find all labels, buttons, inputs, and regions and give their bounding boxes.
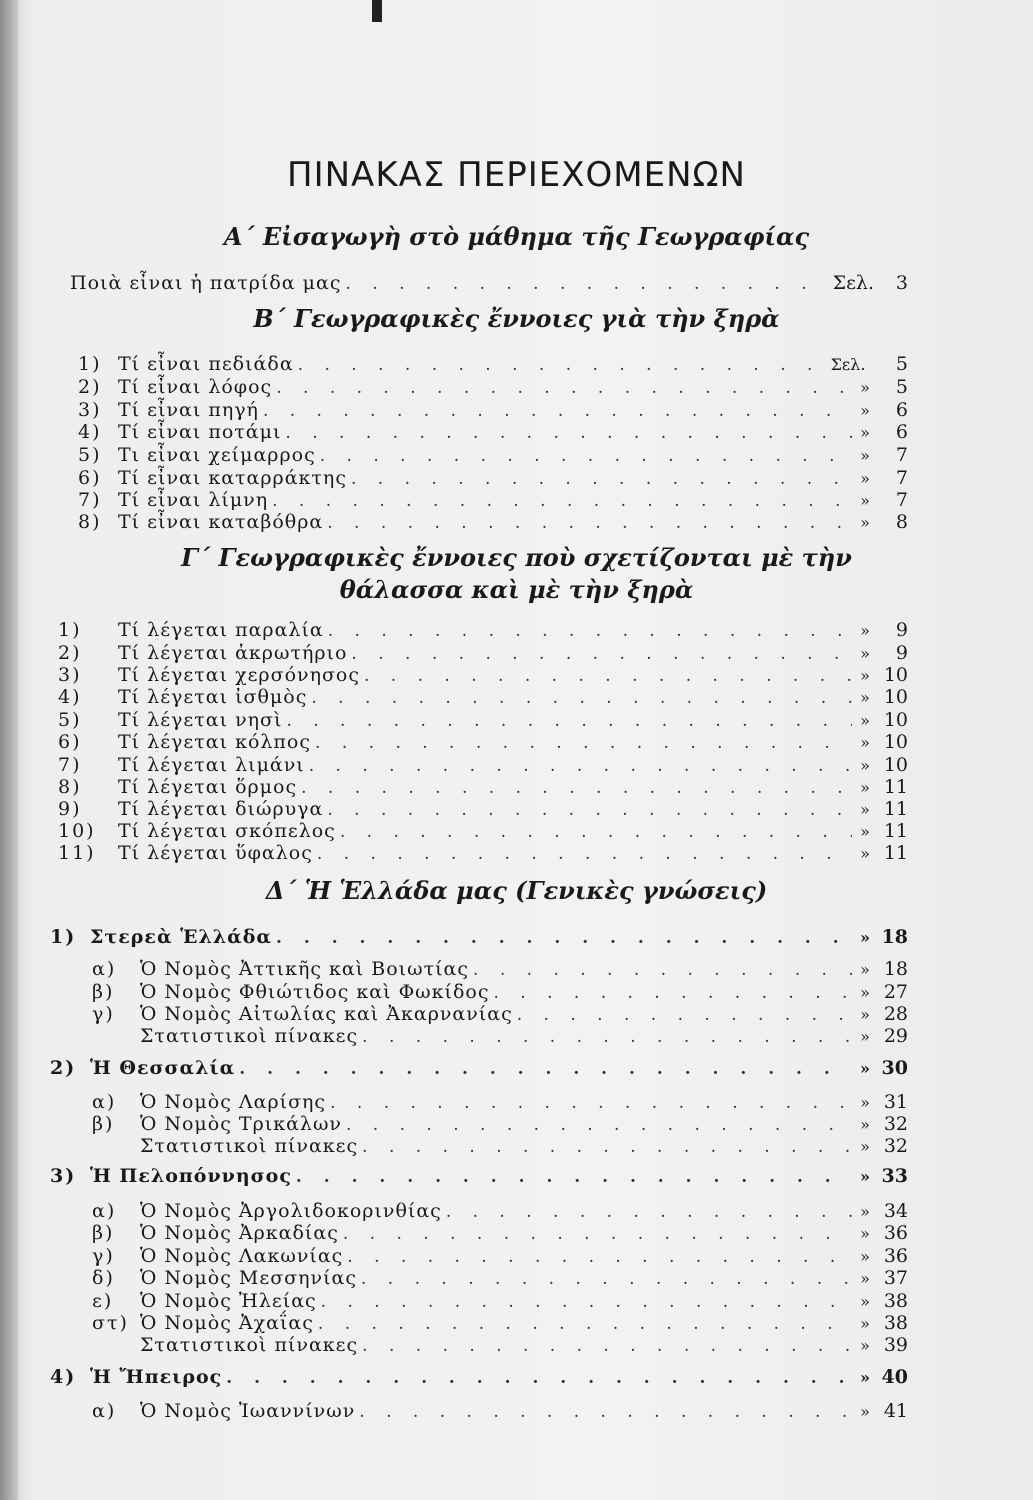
entry-number: 2): [78, 376, 102, 398]
dot-leader: [362, 1136, 852, 1158]
page-number: 8: [895, 511, 908, 533]
page-abbrev: »: [860, 800, 870, 819]
entry-number: 5): [78, 444, 102, 466]
page-number: 34: [883, 1200, 908, 1222]
entry-number: ε): [92, 1290, 114, 1312]
entry-number: 4): [50, 1366, 77, 1388]
entry-text: Τί εἶναι καταρράκτης: [118, 467, 347, 489]
toc-entry: [92, 1003, 908, 1025]
entry-number: 1): [50, 926, 77, 948]
dot-leader: [286, 710, 852, 732]
entry-number: γ): [92, 1245, 115, 1267]
dot-leader: [311, 687, 852, 709]
entry-text: Ὁ Νομὸς Τρικάλων: [140, 1113, 342, 1135]
page-number: 6: [895, 399, 908, 421]
toc-entry: [92, 1334, 908, 1356]
page-number: 18: [881, 926, 908, 948]
page-number: 9: [895, 642, 908, 664]
toc-entry: [58, 709, 908, 731]
page-abbrev: »: [860, 513, 870, 532]
page-abbrev: »: [860, 644, 870, 663]
entry-text: Τί λέγεται κόλπος: [118, 731, 312, 753]
entry-text: Τί λέγεται ὅρμος: [118, 776, 298, 798]
entry-number: 6): [78, 467, 102, 489]
entry-text: Ὁ Νομὸς Ἀργολιδοκορινθίας: [140, 1200, 442, 1222]
dot-leader: [226, 1367, 852, 1389]
entry-text: Ὁ Νομὸς Ἀρκαδίας: [140, 1222, 339, 1244]
page-number: 10: [883, 731, 908, 753]
entry-text: Τί λέγεται διώρυγα: [118, 798, 324, 820]
dot-leader: [351, 468, 852, 490]
page-number: 7: [895, 444, 908, 466]
entry-number: 2): [50, 1057, 77, 1079]
entry-number: 9): [58, 798, 82, 820]
toc-entry: [70, 272, 908, 294]
page-number: 36: [883, 1245, 908, 1267]
entry-number: 7): [58, 754, 82, 776]
page-number: 38: [883, 1312, 908, 1334]
page-abbrev: »: [860, 1167, 870, 1186]
entry-text: Τί λέγεται νησὶ: [118, 709, 283, 731]
page-abbrev: »: [860, 688, 870, 707]
page-abbrev: »: [860, 1336, 870, 1355]
entry-text: Ἡ Πελοπόννησος: [90, 1165, 292, 1187]
entry-number: δ): [92, 1267, 115, 1289]
page-number: 11: [883, 776, 908, 798]
dot-leader: [317, 843, 852, 865]
page-title: ΠΙΝΑΚΑΣ ΠΕΡΙΕΧΟΜΕΝΩΝ: [287, 155, 746, 195]
section-c-heading-line2: θάλασσα καὶ μὲ τὴν ξηρὰ: [339, 575, 694, 604]
dot-leader: [239, 1058, 852, 1080]
toc-entry: [92, 1135, 908, 1157]
page-abbrev: Σελ.: [830, 355, 866, 374]
entry-number: 4): [78, 421, 102, 443]
entry-number: β): [92, 1222, 115, 1244]
page-abbrev: »: [860, 666, 870, 685]
page-abbrev: »: [860, 469, 870, 488]
page-number: 5: [895, 376, 908, 398]
dot-leader: [296, 1166, 852, 1188]
toc-group: [50, 1366, 908, 1388]
toc-group: [50, 1165, 908, 1187]
dot-leader: [263, 400, 852, 422]
toc-entry: [58, 820, 908, 842]
page-mark: [372, 0, 382, 22]
toc-entry: [92, 1267, 908, 1289]
page-number: 36: [883, 1222, 908, 1244]
page-abbrev: »: [860, 423, 870, 442]
entry-number: α): [92, 1400, 117, 1422]
page-number: 10: [883, 664, 908, 686]
dot-leader: [346, 1114, 852, 1136]
dot-leader: [309, 755, 852, 777]
dot-leader: [318, 1313, 852, 1335]
toc-entry: [78, 421, 908, 443]
page-abbrev: »: [860, 960, 870, 979]
entry-text: Τί εἶναι πηγή: [118, 399, 259, 421]
entry-text: Τί εἶναι καταβόθρα: [118, 511, 324, 533]
toc-entry: [58, 619, 908, 641]
page-abbrev: »: [860, 1027, 870, 1046]
entry-text: Ὁ Νομὸς Ἀχαΐας: [140, 1312, 314, 1334]
entry-number: 3): [78, 399, 102, 421]
entry-text: Ἡ Ἤπειρος: [90, 1366, 223, 1388]
entry-number: 10): [58, 820, 96, 842]
page-number: 7: [895, 489, 908, 511]
toc-entry: [58, 754, 908, 776]
dot-leader: [343, 1223, 852, 1245]
page-number: 5: [895, 353, 908, 375]
dot-leader: [364, 665, 852, 687]
toc-entry: [58, 731, 908, 753]
entry-text: Στατιστικοὶ πίνακες: [140, 1334, 359, 1356]
entry-number: 5): [58, 709, 82, 731]
page-number: 7: [895, 467, 908, 489]
entry-text: Τί λέγεται παραλία: [118, 619, 324, 641]
entry-text: Τί εἶναι λόφος: [118, 376, 273, 398]
page-number: 11: [883, 798, 908, 820]
page-abbrev: Σελ.: [832, 272, 874, 294]
page-abbrev: »: [860, 928, 870, 947]
entry-number: 11): [58, 842, 96, 864]
dot-leader: [276, 927, 852, 949]
entry-number: 7): [78, 489, 102, 511]
entry-text: Τί λέγεται χερσόνησος: [118, 664, 360, 686]
toc-entry: [92, 1091, 908, 1113]
entry-text: Ὁ Νομὸς Μεσσηνίας: [140, 1267, 357, 1289]
page-abbrev: »: [860, 822, 870, 841]
page-number: 30: [881, 1057, 908, 1079]
toc-entry: [92, 1222, 908, 1244]
dot-leader: [362, 1026, 852, 1048]
page-number: 10: [883, 754, 908, 776]
entry-text: Ὁ Νομὸς Αἰτωλίας καὶ Ἀκαρνανίας: [140, 1003, 513, 1025]
page-abbrev: »: [860, 446, 870, 465]
dot-leader: [362, 1335, 852, 1357]
toc-entry: [58, 686, 908, 708]
dot-leader: [517, 1004, 852, 1026]
page-abbrev: »: [860, 711, 870, 730]
page-abbrev: »: [860, 1224, 870, 1243]
dot-leader: [327, 512, 852, 534]
page-number: 32: [883, 1135, 908, 1157]
page-abbrev: »: [860, 983, 870, 1002]
page-abbrev: »: [860, 1202, 870, 1221]
dot-leader: [321, 1291, 852, 1313]
toc-entry: [92, 958, 908, 980]
entry-number: 8): [58, 776, 82, 798]
dot-leader: [494, 982, 853, 1004]
dot-leader: [359, 1401, 852, 1423]
dot-leader: [315, 732, 852, 754]
entry-text: Ὁ Νομὸς Φθιώτιδος καὶ Φωκίδος: [140, 981, 490, 1003]
page-number: 41: [883, 1400, 908, 1422]
toc-entry: [58, 776, 908, 798]
page-number: 29: [883, 1025, 908, 1047]
page-number: 6: [895, 421, 908, 443]
page-abbrev: »: [860, 1059, 870, 1078]
dot-leader: [340, 821, 852, 843]
page-number: 31: [883, 1091, 908, 1113]
entry-text: Τι εἶναι χείμαρρος: [118, 444, 316, 466]
page-number: 3: [895, 272, 908, 294]
dot-leader: [272, 490, 852, 512]
toc-entry: [58, 798, 908, 820]
toc-entry: [92, 1312, 908, 1334]
entry-text: Ὁ Νομὸς Ἀττικῆς καὶ Βοιωτίας: [140, 958, 470, 980]
page-abbrev: »: [860, 733, 870, 752]
page-abbrev: »: [860, 1115, 870, 1134]
entry-number: 6): [58, 731, 82, 753]
entry-text: Τί λέγεται λιμάνι: [118, 754, 305, 776]
toc-entry: [92, 1400, 908, 1422]
section-b-heading: Β΄ Γεωγραφικὲς ἔννοιες γιὰ τὴν ξηρὰ: [253, 304, 780, 333]
page-number: 10: [883, 709, 908, 731]
section-d-heading: Δ΄ Ἡ Ἑλλάδα μας (Γενικὲς γνώσεις): [265, 876, 768, 905]
dot-leader: [285, 422, 852, 444]
page-abbrev: »: [860, 1292, 870, 1311]
page-abbrev: »: [860, 378, 870, 397]
page-number: 37: [883, 1267, 908, 1289]
entry-text: Ὁ Νομὸς Ἰωαννίνων: [140, 1400, 356, 1422]
dot-leader: [446, 1201, 852, 1223]
entry-text: Τί λέγεται ὕφαλος: [118, 842, 313, 864]
page-number: 18: [883, 958, 908, 980]
toc-entry: [58, 842, 908, 864]
section-c-heading-line1: Γ΄ Γεωγραφικὲς ἔννοιες ποὺ σχετίζονται μὲ τὴν: [181, 543, 852, 572]
entry-text: Τί εἶναι ποτάμι: [118, 421, 282, 443]
dot-leader: [327, 799, 852, 821]
toc-entry: [58, 664, 908, 686]
toc-entry: [78, 511, 908, 533]
page-number: 27: [883, 981, 908, 1003]
entry-number: 3): [50, 1165, 77, 1187]
page-number: 11: [883, 842, 908, 864]
page-number: 39: [883, 1334, 908, 1356]
dot-leader: [298, 354, 818, 376]
toc-entry: [78, 489, 908, 511]
entry-number: 8): [78, 511, 102, 533]
dot-leader: [330, 1092, 852, 1114]
page-number: 33: [881, 1165, 908, 1187]
page-number: 10: [883, 686, 908, 708]
page-abbrev: »: [860, 1005, 870, 1024]
entry-text: Τί εἶναι πεδιάδα: [118, 353, 294, 375]
page-abbrev: »: [860, 401, 870, 420]
entry-number: 4): [58, 686, 82, 708]
entry-text: Τί λέγεται σκόπελος: [118, 820, 336, 842]
page-number: 38: [883, 1290, 908, 1312]
toc-entry: [92, 1113, 908, 1135]
toc-entry: [92, 1200, 908, 1222]
toc-entry: [92, 1025, 908, 1047]
entry-number: 2): [58, 642, 82, 664]
entry-text: Ὁ Νομὸς Λακωνίας: [140, 1245, 344, 1267]
entry-text: Ὁ Νομὸς Λαρίσης: [140, 1091, 327, 1113]
entry-text: Στατιστικοὶ πίνακες: [140, 1135, 359, 1157]
entry-number: β): [92, 1113, 115, 1135]
toc-group: [50, 926, 908, 948]
dot-leader: [276, 377, 852, 399]
entry-text: Ὁ Νομὸς Ἠλείας: [140, 1290, 317, 1312]
entry-number: α): [92, 1200, 117, 1222]
page-abbrev: »: [860, 1402, 870, 1421]
toc-entry: [92, 1245, 908, 1267]
dot-leader: [301, 777, 852, 799]
dot-leader: [351, 643, 852, 665]
page-number: 11: [883, 820, 908, 842]
page-abbrev: »: [860, 778, 870, 797]
page-number: 32: [883, 1113, 908, 1135]
entry-number: 1): [58, 619, 82, 641]
entry-number: 3): [58, 664, 82, 686]
entry-number: α): [92, 958, 117, 980]
toc-entry: [92, 981, 908, 1003]
entry-text: Στερεὰ Ἑλλάδα: [90, 926, 273, 948]
page-abbrev: »: [860, 1368, 870, 1387]
dot-leader: [320, 445, 852, 467]
toc-entry: [78, 399, 908, 421]
page-number: 40: [881, 1366, 908, 1388]
dot-leader: [346, 273, 829, 295]
page-abbrev: »: [860, 621, 870, 640]
toc-entry: [78, 444, 908, 466]
page-abbrev: »: [860, 1269, 870, 1288]
section-a-heading: Α΄ Εἰσαγωγὴ στὸ μάθημα τῆς Γεωγραφίας: [223, 222, 810, 251]
dot-leader: [361, 1268, 852, 1290]
dot-leader: [347, 1246, 852, 1268]
page-abbrev: »: [860, 1314, 870, 1333]
entry-text: Ποιὰ εἶναι ἡ πατρίδα μας: [70, 272, 342, 294]
entry-text: Ἡ Θεσσαλία: [90, 1057, 236, 1079]
page-abbrev: »: [860, 1137, 870, 1156]
dot-leader: [473, 959, 852, 981]
toc-entry: [78, 353, 908, 375]
page-abbrev: »: [860, 844, 870, 863]
entry-number: 1): [78, 353, 102, 375]
entry-number: στ): [92, 1312, 129, 1334]
entry-number: γ): [92, 1003, 115, 1025]
page-abbrev: »: [860, 1247, 870, 1266]
page-abbrev: »: [860, 756, 870, 775]
entry-number: β): [92, 981, 115, 1003]
page-abbrev: »: [860, 491, 870, 510]
toc-group: [50, 1057, 908, 1079]
toc-entry: [78, 467, 908, 489]
entry-text: Τί εἶναι λίμνη: [118, 489, 269, 511]
dot-leader: [328, 620, 852, 642]
entry-text: Τί λέγεται ἰσθμὸς: [118, 686, 308, 708]
toc-entry: [92, 1290, 908, 1312]
toc-entry: [78, 376, 908, 398]
entry-number: α): [92, 1091, 117, 1113]
page-abbrev: »: [860, 1093, 870, 1112]
entry-text: Τί λέγεται ἀκρωτήριο: [118, 642, 348, 664]
page-number: 9: [895, 619, 908, 641]
page-number: 28: [883, 1003, 908, 1025]
entry-text: Στατιστικοὶ πίνακες: [140, 1025, 359, 1047]
toc-entry: [58, 642, 908, 664]
